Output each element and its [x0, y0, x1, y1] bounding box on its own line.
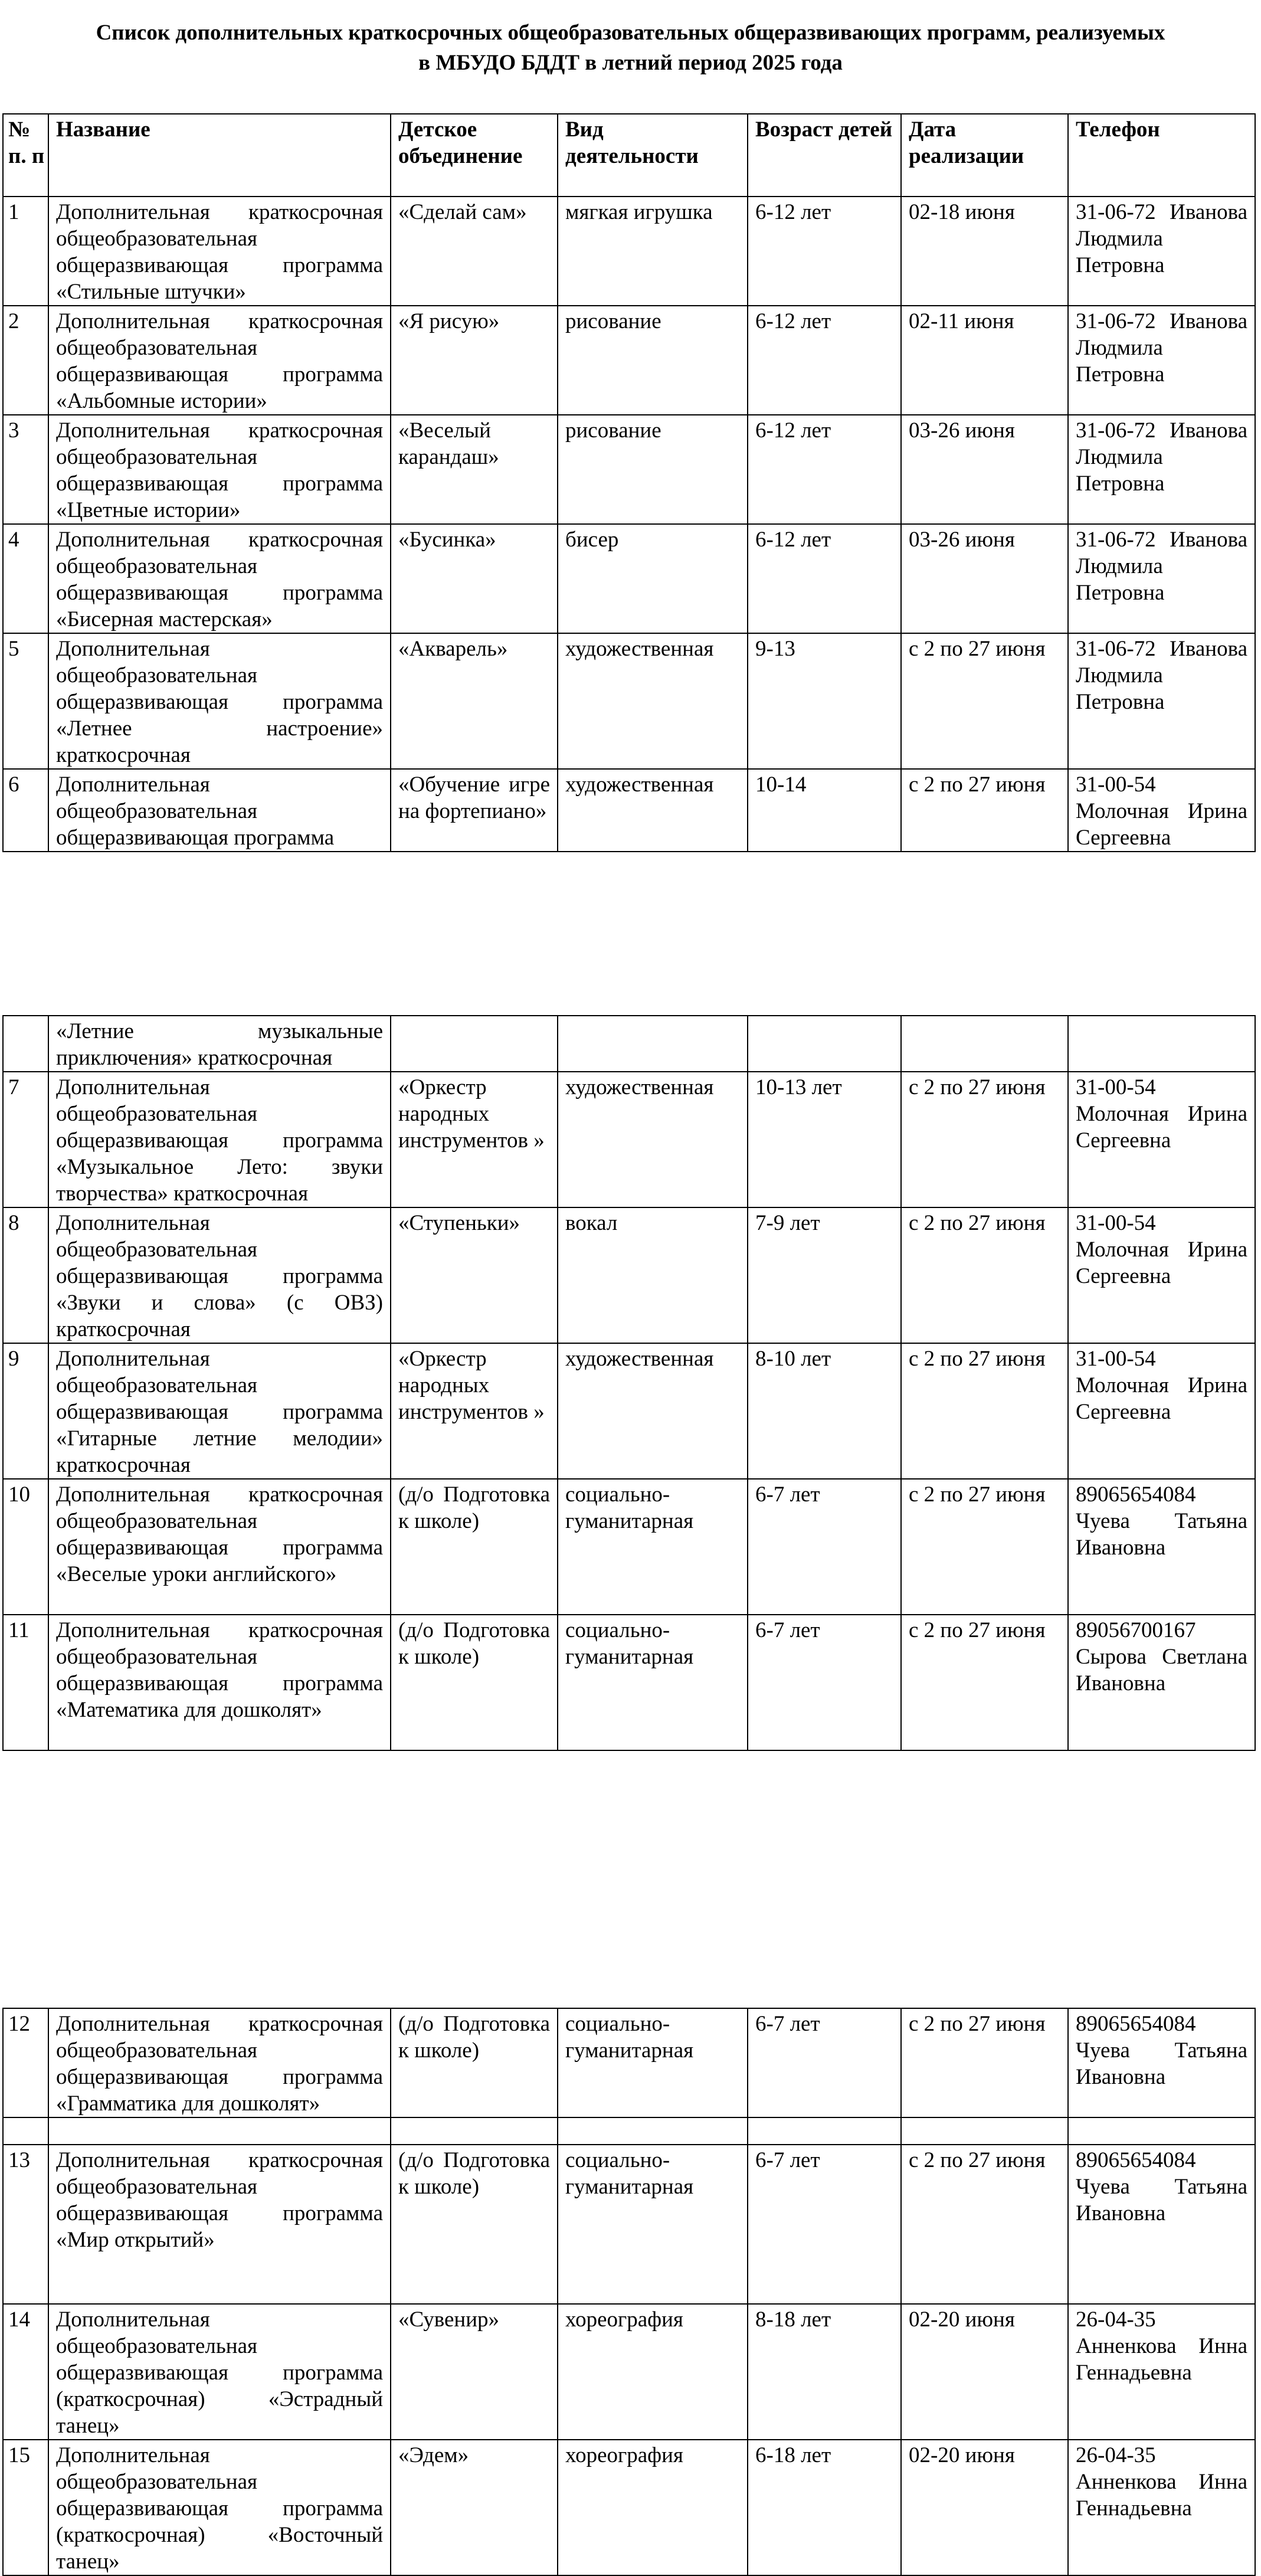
cell-phone: 31-06-72 Иванова Людмила Петровна: [1068, 197, 1255, 306]
cell-phone: 31-00-54 Молочная Ирина Сергеевна: [1068, 1207, 1255, 1343]
cell-age: 6-7 лет: [748, 2145, 901, 2304]
cell-age: 6-12 лет: [748, 415, 901, 524]
cell-name: Дополнительная общеобразовательная общеразвивающая программа «Музыкальное Лето: звуки творчества» краткосрочная: [48, 1072, 391, 1207]
cell-age: 6-12 лет: [748, 524, 901, 633]
header-cell-group: Детское объединение: [391, 114, 558, 197]
table-row: [3, 1479, 1255, 1615]
cell-phone: 89065654084 Чуева Татьяна Ивановна: [1068, 2008, 1255, 2117]
header-cell-activity: Вид деятельности: [558, 114, 748, 197]
cell-activity: рисование: [558, 306, 748, 415]
cell-number: 2: [3, 306, 48, 415]
table-row: [3, 306, 1255, 415]
cell-name: Дополнительная общеобразовательная общеразвивающая программа «Гитарные летние мелодии» краткосрочная: [48, 1343, 391, 1479]
cell-date: 02-20 июня: [901, 2304, 1068, 2440]
cell-number: 7: [3, 1072, 48, 1207]
cell-date: с 2 по 27 июня: [901, 1479, 1068, 1615]
cell-date: с 2 по 27 июня: [901, 2145, 1068, 2304]
cell-age: 6-18 лет: [748, 2440, 901, 2575]
cell-date: 03-26 июня: [901, 524, 1068, 633]
table-row: [3, 1343, 1255, 1479]
table-row: [3, 2008, 1255, 2117]
cell-activity: [558, 2117, 748, 2145]
cell-name: Дополнительная общеобразовательная общеразвивающая программа: [48, 769, 391, 852]
cell-number: 6: [3, 769, 48, 852]
cell-activity: рисование: [558, 415, 748, 524]
cell-phone: 26-04-35 Анненкова Инна Геннадьевна: [1068, 2304, 1255, 2440]
header-cell-phone: Телефон: [1068, 114, 1255, 197]
table-row: [3, 769, 1255, 852]
cell-group: «Оркестр народных инструментов »: [391, 1343, 558, 1479]
table-row: [3, 524, 1255, 633]
table-row: [3, 197, 1255, 306]
cell-phone: 26-04-35 Анненкова Инна Геннадьевна: [1068, 2440, 1255, 2575]
cell-number: 1: [3, 197, 48, 306]
cell-phone: [1068, 2117, 1255, 2145]
cell-date: [901, 2117, 1068, 2145]
table-body-3: [3, 2008, 1255, 2575]
cell-phone: 31-06-72 Иванова Людмила Петровна: [1068, 306, 1255, 415]
cell-date: 02-11 июня: [901, 306, 1068, 415]
cell-group: «Сувенир»: [391, 2304, 558, 2440]
cell-number: 5: [3, 633, 48, 769]
cell-number: 15: [3, 2440, 48, 2575]
cell-activity: [558, 1016, 748, 1072]
cell-name: Дополнительная краткосрочная общеобразовательная общеразвивающая программа «Цветные истории»: [48, 415, 391, 524]
cell-name: Дополнительная общеобразовательная общеразвивающая программа (краткосрочная) «Восточный танец»: [48, 2440, 391, 2575]
table-row: [3, 1207, 1255, 1343]
cell-number: [3, 1016, 48, 1072]
cell-phone: 31-06-72 Иванова Людмила Петровна: [1068, 633, 1255, 769]
programs-table-page-3: [2, 2008, 1256, 2576]
cell-date: с 2 по 27 июня: [901, 1207, 1068, 1343]
cell-age: 8-18 лет: [748, 2304, 901, 2440]
cell-number: 8: [3, 1207, 48, 1343]
table-row: [3, 2145, 1255, 2304]
table-row: [3, 2304, 1255, 2440]
cell-group: (д/о Подготовка к школе): [391, 1479, 558, 1615]
cell-activity: социально-гуманитарная: [558, 2145, 748, 2304]
cell-group: (д/о Подготовка к школе): [391, 2008, 558, 2117]
title-line-1: Список дополнительных краткосрочных общеобразовательных общеразвивающих программ, реализуемых: [96, 21, 1165, 45]
cell-age: 6-7 лет: [748, 2008, 901, 2117]
cell-date: 03-26 июня: [901, 415, 1068, 524]
cell-activity: бисер: [558, 524, 748, 633]
cell-group: «Ступеньки»: [391, 1207, 558, 1343]
cell-group: «Оркестр народных инструментов »: [391, 1072, 558, 1207]
cell-number: 9: [3, 1343, 48, 1479]
cell-age: [748, 2117, 901, 2145]
cell-phone: 31-00-54 Молочная Ирина Сергеевна: [1068, 1343, 1255, 1479]
cell-name: Дополнительная краткосрочная общеобразовательная общеразвивающая программа «Мир открытий»: [48, 2145, 391, 2304]
cell-phone: 31-06-72 Иванова Людмила Петровна: [1068, 415, 1255, 524]
cell-activity: вокал: [558, 1207, 748, 1343]
cell-age: 6-7 лет: [748, 1479, 901, 1615]
cell-name: Дополнительная краткосрочная общеобразовательная общеразвивающая программа «Веселые уроки английского»: [48, 1479, 391, 1615]
cell-activity: социально-гуманитарная: [558, 1615, 748, 1750]
cell-date: с 2 по 27 июня: [901, 1615, 1068, 1750]
cell-number: 10: [3, 1479, 48, 1615]
table-row: [3, 1072, 1255, 1207]
cell-name: [48, 2117, 391, 2145]
cell-name: Дополнительная общеобразовательная общеразвивающая программа «Летнее настроение» краткосрочная: [48, 633, 391, 769]
cell-group: [391, 1016, 558, 1072]
cell-name: Дополнительная краткосрочная общеобразовательная общеразвивающая программа «Грамматика для дошколят»: [48, 2008, 391, 2117]
cell-name: «Летние музыкальные приключения» краткосрочная: [48, 1016, 391, 1072]
cell-date: с 2 по 27 июня: [901, 2008, 1068, 2117]
cell-activity: социально-гуманитарная: [558, 2008, 748, 2117]
table-row: [3, 1016, 1255, 1072]
cell-activity: художественная: [558, 1072, 748, 1207]
cell-name: Дополнительная краткосрочная общеобразовательная общеразвивающая программа «Математика для дошколят»: [48, 1615, 391, 1750]
table-row: [3, 2440, 1255, 2575]
cell-date: с 2 по 27 июня: [901, 1072, 1068, 1207]
cell-group: «Акварель»: [391, 633, 558, 769]
cell-group: (д/о Подготовка к школе): [391, 1615, 558, 1750]
document-title: [0, 18, 1261, 78]
table-row: [3, 2117, 1255, 2145]
cell-age: 10-13 лет: [748, 1072, 901, 1207]
cell-phone: 89065654084 Чуева Татьяна Ивановна: [1068, 2145, 1255, 2304]
table-row: [3, 1615, 1255, 1750]
cell-phone: 31-00-54 Молочная Ирина Сергеевна: [1068, 1072, 1255, 1207]
cell-age: 7-9 лет: [748, 1207, 901, 1343]
programs-table-page-1: [2, 113, 1256, 852]
cell-group: (д/о Подготовка к школе): [391, 2145, 558, 2304]
cell-phone: 31-06-72 Иванова Людмила Петровна: [1068, 524, 1255, 633]
cell-group: «Бусинка»: [391, 524, 558, 633]
cell-group: «Сделай сам»: [391, 197, 558, 306]
cell-name: Дополнительная краткосрочная общеобразовательная общеразвивающая программа «Бисерная мастерская»: [48, 524, 391, 633]
cell-group: «Веселый карандаш»: [391, 415, 558, 524]
header-cell-name: Название: [48, 114, 391, 197]
programs-table-page-2: [2, 1015, 1256, 1751]
cell-name: Дополнительная краткосрочная общеобразовательная общеразвивающая программа «Стильные штучки»: [48, 197, 391, 306]
cell-number: 12: [3, 2008, 48, 2117]
cell-phone: 89065654084 Чуева Татьяна Ивановна: [1068, 1479, 1255, 1615]
cell-name: Дополнительная общеобразовательная общеразвивающая программа «Звуки и слова» (с ОВЗ) краткосрочная: [48, 1207, 391, 1343]
cell-date: 02-18 июня: [901, 197, 1068, 306]
cell-number: 4: [3, 524, 48, 633]
cell-activity: хореография: [558, 2304, 748, 2440]
header-cell-date: Дата реализации: [901, 114, 1068, 197]
cell-age: 10-14: [748, 769, 901, 852]
table-body-1: [3, 114, 1255, 852]
header-cell-age: Возраст детей: [748, 114, 901, 197]
cell-phone: 31-00-54 Молочная Ирина Сергеевна: [1068, 769, 1255, 852]
cell-activity: художественная: [558, 769, 748, 852]
cell-date: с 2 по 27 июня: [901, 769, 1068, 852]
cell-date: с 2 по 27 июня: [901, 633, 1068, 769]
cell-number: 14: [3, 2304, 48, 2440]
cell-activity: социально-гуманитарная: [558, 1479, 748, 1615]
cell-number: 13: [3, 2145, 48, 2304]
cell-phone: [1068, 1016, 1255, 1072]
table-body-2: [3, 1016, 1255, 1750]
header-cell-number: № п. п: [3, 114, 48, 197]
cell-activity: мягкая игрушка: [558, 197, 748, 306]
cell-age: 6-7 лет: [748, 1615, 901, 1750]
cell-age: 6-12 лет: [748, 197, 901, 306]
cell-age: 8-10 лет: [748, 1343, 901, 1479]
cell-number: 3: [3, 415, 48, 524]
title-line-2: в МБУДО БДДТ в летний период 2025 года: [418, 51, 843, 75]
table-row: [3, 633, 1255, 769]
cell-name: Дополнительная общеобразовательная общеразвивающая программа (краткосрочная) «Эстрадный танец»: [48, 2304, 391, 2440]
cell-age: 6-12 лет: [748, 306, 901, 415]
table-row: [3, 415, 1255, 524]
cell-age: 9-13: [748, 633, 901, 769]
cell-group: [391, 2117, 558, 2145]
cell-group: «Обучение игре на фортепиано»: [391, 769, 558, 852]
cell-activity: хореография: [558, 2440, 748, 2575]
cell-activity: художественная: [558, 1343, 748, 1479]
cell-number: 11: [3, 1615, 48, 1750]
cell-age: [748, 1016, 901, 1072]
cell-date: 02-20 июня: [901, 2440, 1068, 2575]
cell-number: [3, 2117, 48, 2145]
cell-date: с 2 по 27 июня: [901, 1343, 1068, 1479]
cell-group: «Эдем»: [391, 2440, 558, 2575]
table-header-row: [3, 114, 1255, 197]
cell-date: [901, 1016, 1068, 1072]
cell-name: Дополнительная краткосрочная общеобразовательная общеразвивающая программа «Альбомные истории»: [48, 306, 391, 415]
cell-group: «Я рисую»: [391, 306, 558, 415]
cell-phone: 89056700167 Сырова Светлана Ивановна: [1068, 1615, 1255, 1750]
cell-activity: художественная: [558, 633, 748, 769]
